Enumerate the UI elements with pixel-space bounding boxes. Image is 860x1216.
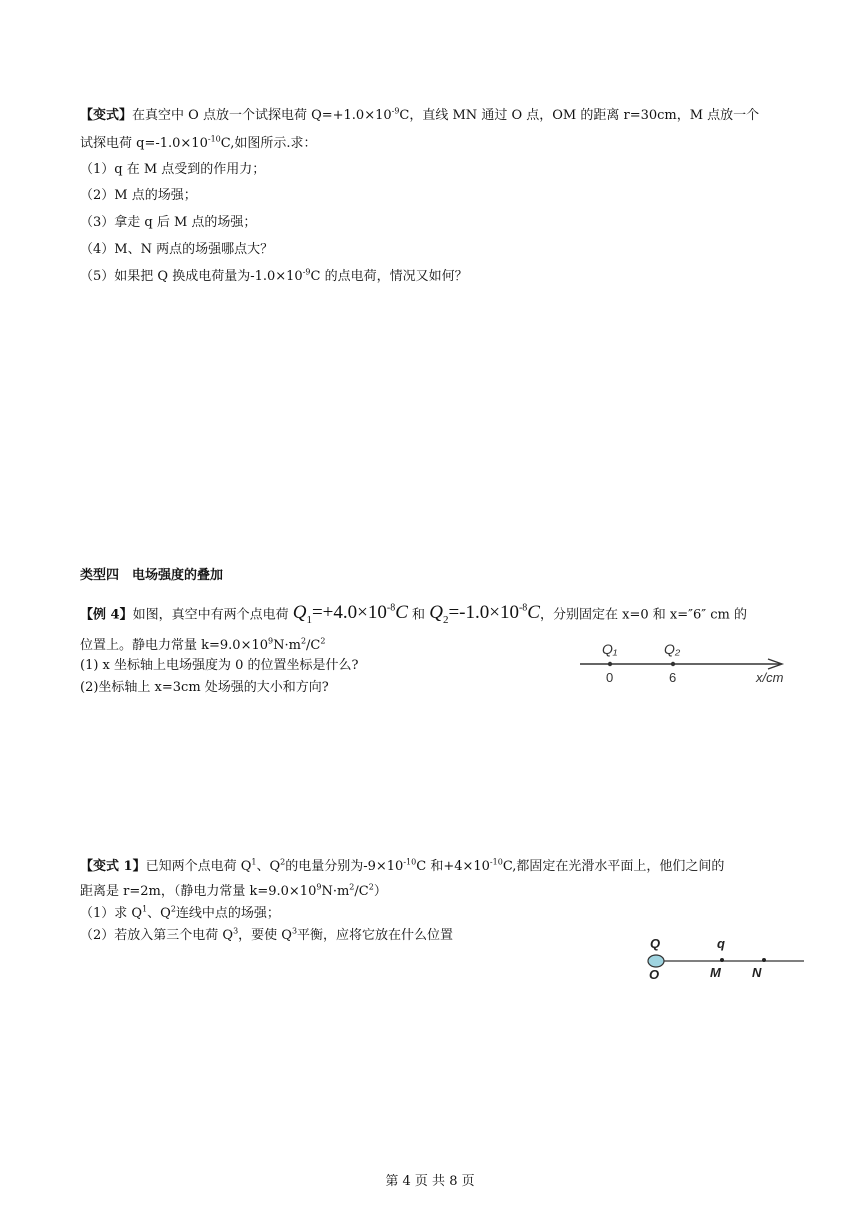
tick-0-label: 0: [606, 670, 614, 685]
label-O: O: [649, 967, 660, 982]
variant-a-question-3: （3）拿走 q 后 M 点的场强；: [80, 215, 257, 230]
page-footer: 第 4 页 共 8 页: [385, 1174, 475, 1189]
example4-tag: 【例 4】: [80, 607, 133, 623]
variant1-line2: 距离是 r=2m，（静电力常量 $k=9.0\times 10^9N\cdot m^2/C^2$）: [80, 882, 387, 899]
variant1-line1: 【变式 1】已知两个点电荷 $Q^1$、$Q^2$的电量分别为$-9\times 10^{-10}C$ 和$+4\times 10^{-10}C$,都固定在光滑水平面上，他们之间的: [80, 857, 725, 874]
example4-question-1: (1) x 坐标轴上电场强度为 0 的位置坐标是什么?: [80, 658, 359, 673]
q1-point: [608, 662, 612, 666]
q1-label: Q₁: [602, 641, 618, 657]
section-title: 类型四 电场强度的叠加: [80, 568, 224, 583]
variant1-question-2: （2）若放入第三个电荷 $Q^3$，要使 $Q^3$平衡，应将它放在什么位置: [80, 926, 454, 943]
variant-a-question-1: （1）q 在 M 点受到的作用力；: [80, 162, 266, 177]
omn-figure: [640, 932, 810, 982]
charge-Q-circle: [648, 955, 664, 967]
tick-6-label: 6: [669, 670, 677, 685]
label-N: N: [752, 965, 762, 980]
point-M: [720, 958, 724, 962]
example4-line2: 位置上。静电力常量 $k=9.0\times 10^9N\cdot m^2/C^2$: [80, 636, 326, 653]
label-Q: Q: [650, 936, 661, 951]
variant1-tag: 【变式 1】: [80, 859, 146, 874]
q1-formula: $Q_1=+4.0\times 10^{-8}C$: [292, 602, 408, 627]
variant-a-question-5: （5）如果把 Q 换成电荷量为$-1.0\times 10^{-9}C$ 的点电荷，情况又如何？: [80, 267, 468, 284]
q2-formula: $Q_2=-1.0\times 10^{-8}C$: [429, 602, 540, 627]
label-M: M: [710, 965, 721, 980]
axis-figure: [570, 636, 790, 692]
variant1-question-1: （1）求 $Q^1$、$Q^2$连线中点的场强；: [80, 904, 280, 921]
point-N: [762, 958, 766, 962]
variant-a-line1: 【变式】在真空中 O 点放一个试探电荷 $Q=+1.0\times 10^{-9}C$，直线 MN 通过 O 点，OM 的距离 r=30cm，M 点放一个: [80, 106, 760, 123]
variant-a-tag: 【变式】: [80, 108, 133, 123]
example4-question-2: (2)坐标轴上 x=3cm 处场强的大小和方向?: [80, 680, 329, 695]
label-q: q: [717, 936, 725, 951]
q2-point: [671, 662, 675, 666]
variant-a-line2: 试探电荷 $q=-1.0\times 10^{-10}C$,如图所示.求：: [80, 134, 317, 151]
variant-a-question-4: （4）M、N 两点的场强哪点大？: [80, 242, 274, 257]
q2-label: Q₂: [664, 641, 681, 657]
example4-line1: 【例 4】如图，真空中有两个点电荷 $Q_1=+4.0\times 10^{-8}C$ 和 $Q_2=-1.0\times 10^{-8}C$，分别固定在 x=0 和 x=″6″ cm 的: [80, 602, 747, 627]
axis-unit-label: x/cm: [756, 670, 784, 685]
variant-a-question-2: （2）M 点的场强；: [80, 188, 197, 203]
